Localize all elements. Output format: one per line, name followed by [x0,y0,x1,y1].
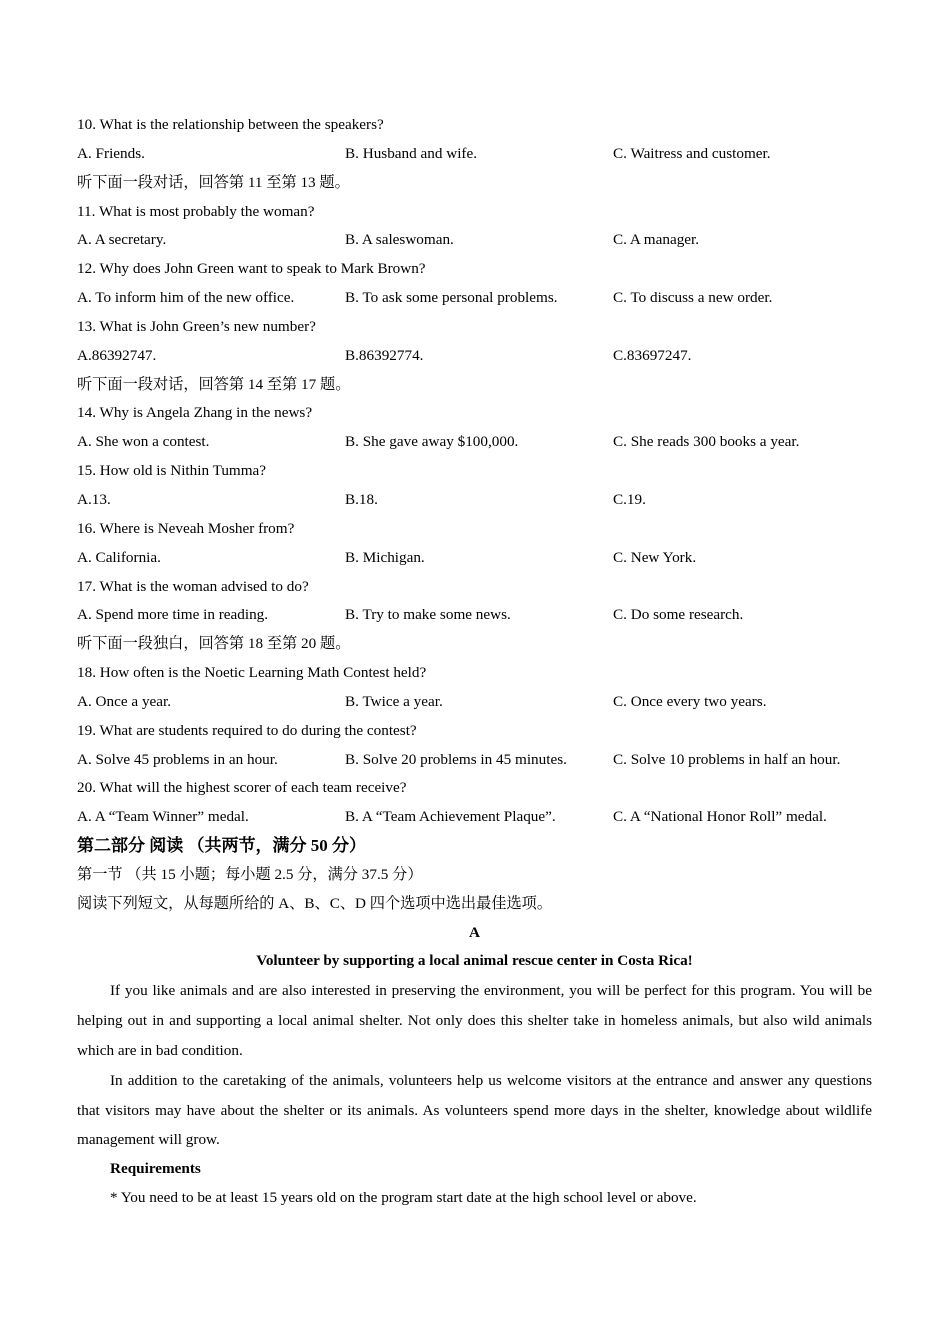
option-c: C. New York. [613,548,697,566]
options-12 [77,284,872,313]
option-a: A. California. [77,548,161,566]
option-a: A.13. [77,490,111,508]
option-a: A. She won a contest. [77,433,210,451]
part-title: 第二部分 阅读 （共两节，满分 50 分） [77,836,366,856]
option-c: C. Waitress and customer. [613,144,771,162]
question-18: 18. How often is the Noetic Learning Math Contest held? [77,664,427,682]
question-12: 12. Why does John Green want to speak to Mark Brown? [77,260,426,278]
option-b: B.86392774. [345,346,424,364]
question-19: 19. What are students required to do during the contest? [77,721,417,739]
options-17 [77,601,872,630]
option-c: C.19. [613,490,646,508]
option-b: B. To ask some personal problems. [345,289,558,307]
option-a: A. Friends. [77,144,145,162]
option-c: C. To discuss a new order. [613,289,773,307]
paragraph-1: If you like animals and are also interested in preserving the environment, you will be perfect for this program. You will be helping out in and supporting a local animal shelter. Not only does this shelter take in homeless animals, but also wild animals which are in bad condition. [77,982,872,1059]
option-b: B. Solve 20 problems in 45 minutes. [345,750,567,768]
question-17: 17. What is the woman advised to do? [77,577,309,595]
options-11 [77,226,872,255]
option-b: B. Twice a year. [345,692,443,710]
option-c: C. A “National Honor Roll” medal. [613,808,827,826]
option-b: B. A saleswoman. [345,231,454,249]
passage-title: Volunteer by supporting a local animal rescue center in Costa Rica! [256,952,693,970]
options-20 [77,803,872,832]
options-13 [77,342,872,371]
options-18 [77,688,872,717]
question-20: 20. What will the highest scorer of each team receive? [77,779,407,797]
options-10 [77,140,872,169]
option-c: C. Once every two years. [613,692,767,710]
option-a: A. A “Team Winner” medal. [77,808,249,826]
instruction-14-17: 听下面一段对话，回答第 14 至第 17 题。 [77,375,351,393]
paragraph-2: In addition to the caretaking of the animals, volunteers help us welcome visitors at the entrance and answer any questions that visitors may have about the shelter or its animals. As volunteers spend more days in the shelter, knowledge about wildlife management will grow. [77,1071,872,1149]
question-14: 14. Why is Angela Zhang in the news? [77,404,313,422]
option-a: A. A secretary. [77,231,167,249]
option-a: A. Once a year. [77,692,172,710]
option-b: B. A “Team Achievement Plaque”. [345,808,556,826]
options-16 [77,544,872,573]
section-title: 第一节 （共 15 小题；每小题 2.5 分，满分 37.5 分） [77,865,423,883]
passage-label: A [469,923,480,941]
reading-instruction: 阅读下列短文，从每题所给的 A、B、C、D 四个选项中选出最佳选项。 [77,894,553,912]
option-c: C. She reads 300 books a year. [613,433,800,451]
requirements-heading: Requirements [110,1160,201,1178]
options-15 [77,486,872,515]
option-b: B. Try to make some news. [345,606,511,624]
requirement-item: * You need to be at least 15 years old on the program start date at the high school level or above. [110,1188,697,1206]
option-a: A. To inform him of the new office. [77,289,295,307]
question-11: 11. What is most probably the woman? [77,202,315,220]
option-b: B. Husband and wife. [345,144,478,162]
option-c: C.83697247. [613,346,692,364]
option-c: C. Solve 10 problems in half an hour. [613,750,841,768]
question-16: 16. Where is Neveah Mosher from? [77,519,295,537]
option-b: B.18. [345,490,378,508]
exam-page [77,111,872,1213]
question-13: 13. What is John Green’s new number? [77,317,316,335]
options-19 [77,746,872,775]
options-14 [77,428,872,457]
option-a: A. Solve 45 problems in an hour. [77,750,278,768]
instruction-18-20: 听下面一段独白，回答第 18 至第 20 题。 [77,635,351,653]
option-a: A. Spend more time in reading. [77,606,269,624]
option-c: C. A manager. [613,231,700,249]
question-10: 10. What is the relationship between the speakers? [77,116,384,133]
option-c: C. Do some research. [613,606,744,624]
instruction-11-13: 听下面一段对话，回答第 11 至第 13 题。 [77,173,350,191]
option-b: B. She gave away $100,000. [345,433,519,451]
option-a: A.86392747. [77,346,157,364]
option-b: B. Michigan. [345,548,425,566]
question-15: 15. How old is Nithin Tumma? [77,462,267,480]
